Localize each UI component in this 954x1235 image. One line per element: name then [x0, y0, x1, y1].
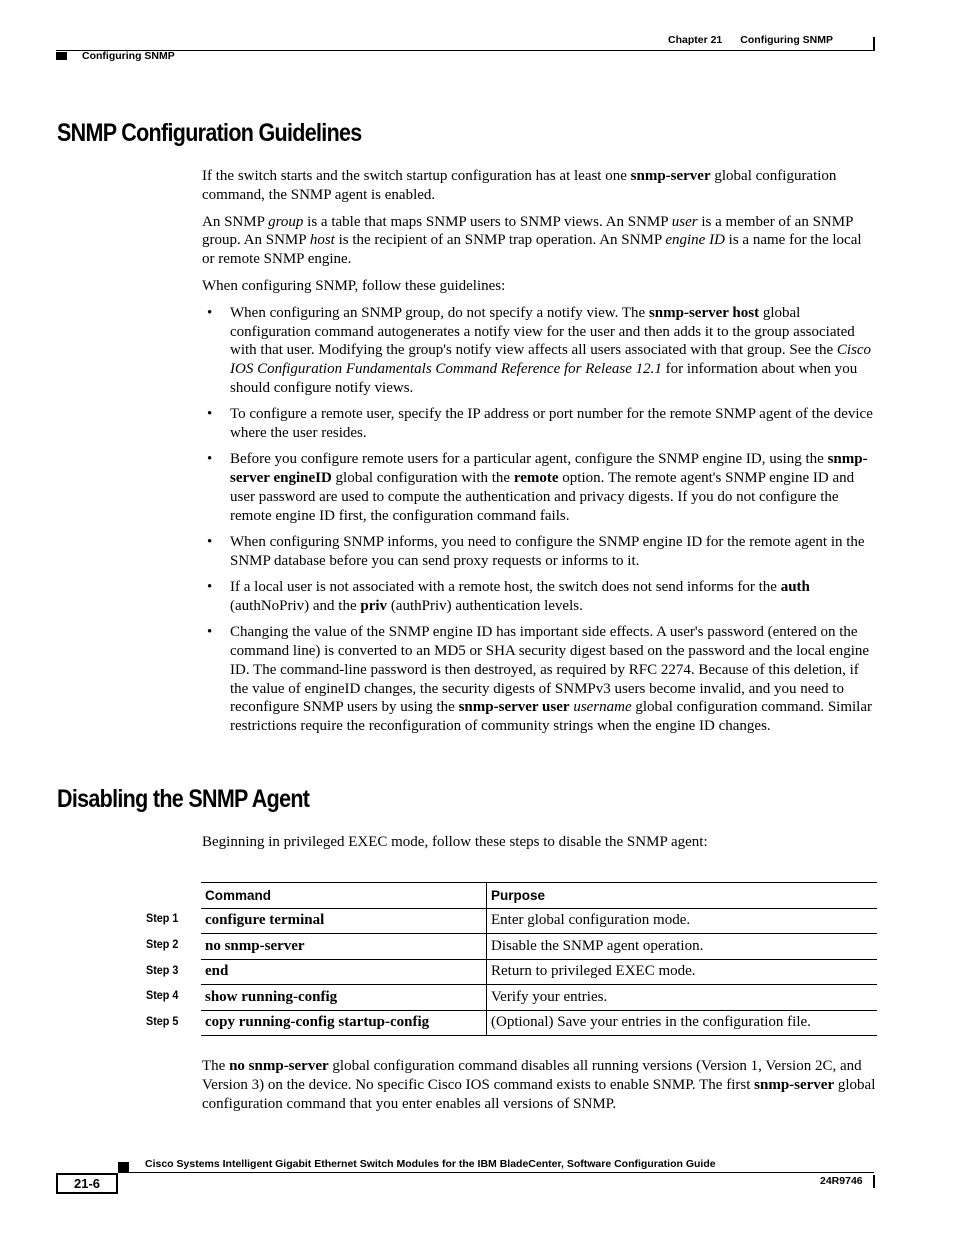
text-run: (authPriv) authentication levels.: [387, 597, 583, 614]
bullet-icon: •: [207, 451, 213, 468]
column-header-purpose: Purpose: [487, 883, 878, 909]
text-run: If a local user is not associated with a remote host, the switch does not send informs for the: [230, 579, 781, 596]
list-item: [202, 450, 877, 525]
bold-run: priv: [360, 597, 388, 614]
text-run: If the switch starts and the switch startup configuration has at least one: [202, 168, 631, 184]
header-tick-mark: [873, 37, 875, 50]
text-run: global configuration command. Similar restrictions require the reconfiguration of community strings when the engine ID changes.: [230, 699, 873, 735]
step-label: Step 3: [146, 963, 179, 977]
list-item: [202, 533, 877, 571]
italic-run: username: [573, 699, 632, 716]
purpose-cell: Return to privileged EXEC mode.: [487, 959, 878, 985]
bullet-icon: •: [207, 304, 213, 321]
table-row: [201, 1010, 877, 1036]
command-cell: copy running-config startup-config: [201, 1010, 487, 1036]
bullet-icon: •: [207, 534, 213, 551]
page-number: 21-6: [73, 1176, 101, 1191]
running-header-chapter: [668, 34, 833, 46]
disabling-intro: [202, 833, 877, 860]
text-run: global configuration command disables all running versions (Version 1, Version 2C, and Version 3) on the device. No specific Cisco IOS command exists to enable SNMP. The first: [202, 1058, 862, 1093]
section-heading-disabling: Disabling the SNMP Agent: [57, 785, 310, 813]
text-run: When configuring an SNMP group, do not specify a notify view. The: [230, 304, 649, 321]
purpose-cell: Disable the SNMP agent operation.: [487, 934, 878, 960]
guidelines-list: [202, 304, 877, 736]
table-row: [201, 959, 877, 985]
bold-run: auth: [780, 579, 810, 596]
text-run: is a table that maps SNMP users to SNMP views. An SNMP: [303, 213, 672, 230]
bold-run: remote: [513, 470, 559, 487]
list-item: [202, 304, 877, 398]
list-item: [202, 405, 877, 443]
bullet-icon: •: [207, 624, 213, 641]
table-row: [201, 934, 877, 960]
step-label: Step 1: [146, 911, 179, 925]
text-run: An SNMP: [202, 213, 269, 230]
text-run: To configure a remote user, specify the IP address or port number for the remote SNMP agent of the device where the user resides.: [230, 406, 873, 442]
document-number: 24R9746: [820, 1175, 863, 1187]
bold-run: snmp-server: [630, 168, 711, 184]
italic-run: engine ID: [665, 232, 725, 249]
column-header-command: Command: [201, 883, 487, 909]
bold-run: snmp-server: [754, 1076, 835, 1093]
text-run: The: [202, 1058, 230, 1074]
footer-tick-mark: [873, 1175, 875, 1188]
text-run: is a member of an SNMP group. An SNMP: [202, 213, 853, 249]
paragraph: [202, 167, 877, 205]
footer-marker-square: [118, 1162, 129, 1172]
command-table: [201, 882, 877, 1036]
bullet-icon: •: [207, 406, 213, 423]
header-marker-square: [56, 52, 67, 60]
text-run: global configuration command, the SNMP agent is enabled.: [202, 168, 837, 203]
disabling-note: [202, 1057, 877, 1121]
text-run: (authNoPriv) and the: [230, 597, 361, 614]
table-row: [201, 908, 877, 934]
italic-run: group: [268, 213, 304, 230]
chapter-number: Chapter 21: [668, 34, 723, 46]
header-rule: [56, 50, 875, 51]
purpose-cell: Verify your entries.: [487, 985, 878, 1011]
text-run: When configuring SNMP informs, you need to configure the SNMP engine ID for the remote agent in the SNMP database before you can send proxy requests or informs to it.: [230, 534, 865, 569]
paragraph: [202, 213, 877, 269]
list-item: [202, 578, 877, 616]
command-cell: no snmp-server: [201, 934, 487, 960]
text-run: Changing the value of the SNMP engine ID has important side effects. A user's password (entered on the command line) is converted to an MD5 or SHA security digest based on the password and the local engine ID. The command-line password is then destroyed, as required by RFC 2274. Because of this deletion, if the value of engineID changes, the security digests of SNMPv3 users become invalid, and you need to reconfigure SNMP users by using the: [230, 624, 870, 716]
text-run: When configuring SNMP, follow these guidelines:: [202, 277, 506, 294]
bold-run: snmp-server engineID: [230, 451, 868, 487]
command-cell: show running-config: [201, 985, 487, 1011]
text-run: Before you configure remote users for a particular agent, configure the SNMP engine ID, using the: [230, 451, 828, 468]
text-run: global configuration with the: [331, 470, 514, 487]
step-label: Step 5: [146, 1014, 179, 1028]
bold-run: snmp-server user: [458, 699, 570, 716]
chapter-title: Configuring SNMP: [740, 34, 834, 46]
table-row: [201, 985, 877, 1011]
italic-run: host: [309, 232, 335, 249]
section-heading-guidelines: SNMP Configuration Guidelines: [57, 119, 362, 147]
text-run: global configuration command that you enter enables all versions of SNMP.: [202, 1076, 876, 1112]
text-run: is a name for the local or remote SNMP engine.: [202, 232, 862, 268]
list-item: [202, 623, 877, 736]
footer-book-title: Cisco Systems Intelligent Gigabit Ethernet Switch Modules for the IBM BladeCenter, Software Configuration Guide: [145, 1158, 716, 1170]
text-run: Beginning in privileged EXEC mode, follow these steps to disable the SNMP agent:: [202, 834, 708, 850]
italic-run: Cisco IOS Configuration Fundamentals Command Reference for Release 12.1: [230, 342, 872, 378]
paragraph: [202, 833, 877, 852]
text-run: option. The remote agent's SNMP engine ID and user password are used to compute the authentication and privacy digests. If you do not configure the remote engine ID first, the configuration command fails.: [230, 470, 855, 524]
bold-run: no snmp-server: [229, 1058, 329, 1074]
text-run: is the recipient of an SNMP trap operation. An SNMP: [334, 232, 666, 249]
text-run: global configuration command autogenerates a notify view for the user and then adds it to the group associated with that user. Modifying the group's notify view affects all users associated with that group. See the: [230, 304, 855, 359]
italic-run: user: [671, 213, 698, 230]
text-run: for information about when you should configure notify views.: [230, 361, 858, 396]
purpose-cell: (Optional) Save your entries in the configuration file.: [487, 1010, 878, 1036]
step-label: Step 4: [146, 988, 179, 1002]
purpose-cell: Enter global configuration mode.: [487, 908, 878, 934]
paragraph: [202, 1057, 877, 1113]
running-header-section: Configuring SNMP: [82, 50, 175, 62]
table-header-row: [201, 883, 877, 909]
paragraph: [202, 277, 877, 296]
command-cell: configure terminal: [201, 908, 487, 934]
footer-rule: [118, 1172, 874, 1173]
bullet-icon: •: [207, 579, 213, 596]
bold-run: snmp-server host: [648, 304, 760, 321]
step-label: Step 2: [146, 937, 179, 951]
guidelines-body: [202, 167, 877, 744]
command-cell: end: [201, 959, 487, 985]
